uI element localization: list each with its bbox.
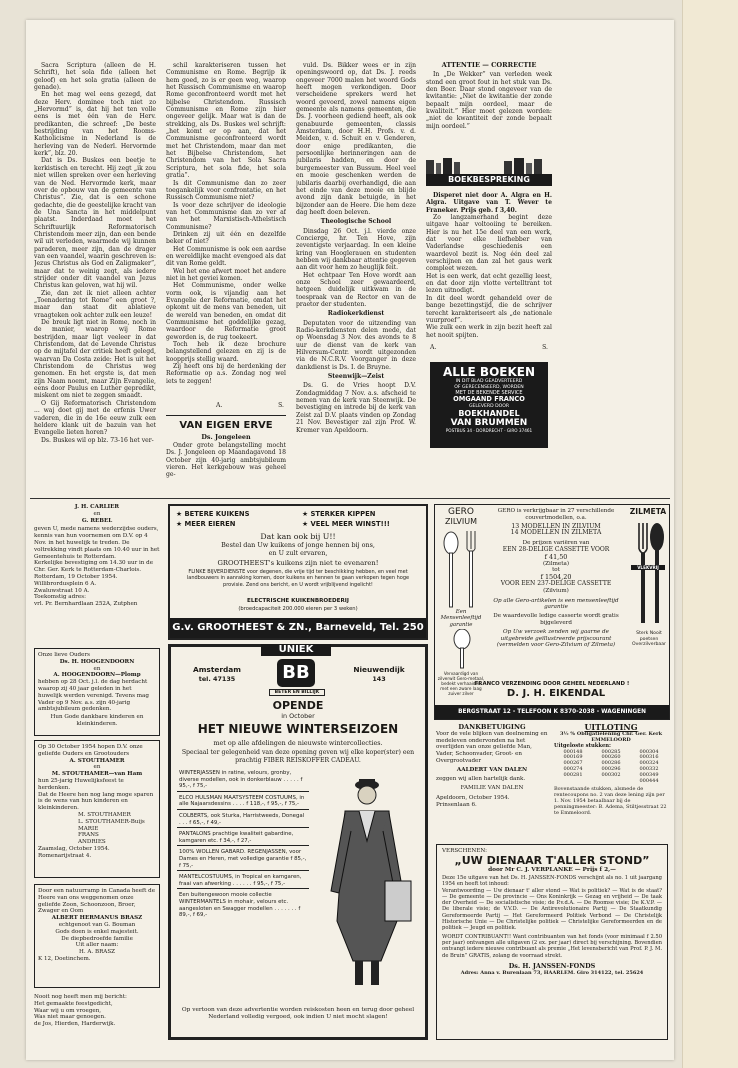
newspaper-page [26,20,674,1060]
paragraph: Het Communisme, onder welke vorm ook, is vijandig aan het Evangelie der Reformatie, omdat het opkomt uit de mens van beneden, uit de wereld van beneden, en omdat dit Communisme het goddelijke gezag, waardoor de Reformatie groot geworden is, de rug toekeert. [166,282,286,341]
signature-initial: S. [542,344,548,351]
ad-line: Bestel dan Uw kuikens of jonge hennen bij ons, en U zult ervaren, [221,541,375,557]
ad-item: Een buitengewoon mooie collectie WINTERMANTELS in mohair, velours etc. aangesloten en Swagger modellen . . . . . . . f 89,-, f 69,- [179,892,301,919]
article-column-1 [34,62,156,494]
subheading: Theologische School [320,218,392,226]
ad-line: VERSCHENEN: [442,848,487,854]
ad-line: EEN 28-DELIGE CASSETTE VOOR [502,545,610,553]
signature-initial: A. [430,344,437,351]
ad-item: MANTELCOSTUUMS, in Tropical en kamgaren, fraai van afwerking . . . . . . f 95,-, f 75,- [177,873,309,889]
notice-title: UITLOTING [584,722,638,732]
ad-brand: ZILVIUM [444,517,477,526]
boekbespreking-banner [426,158,552,186]
paragraph: Zij heeft ons bij de herdenking der Reformatie op a.s. Zondag nog wel iets te zeggen! [166,363,286,385]
drawn-number: 000296 [601,765,621,772]
ad-line: Op Uw verzoek zenden wij gaarne de uitgebreide geïllustreerde prijscourant (vermelden voor Gero-Zilvium of Zilmeta) [496,628,616,649]
notice-line: en [93,510,101,517]
drawn-number: 000304 [639,748,659,755]
notice-line: Uitgeloste stukken: [554,742,611,749]
review-title: Disperet niet door A. Algra en H. Algra. Uitgave van T. Wever te Franeker. Prijs geb. f 3,40. [426,192,552,214]
notice-name: A. HOOGENDOORN—Plomp [53,672,141,679]
ad-bullet: ★ MEER EIEREN [176,520,236,528]
grootheest-ad [168,504,428,640]
ad-item: PANTALONS prachtige kwaliteit gabardine, kamgaren etc. f 34,-, f 27,- [177,830,309,846]
notice-name: A. STOUTHAMER [69,757,125,764]
notice-text: Voor de vele blijken van deelneming en medeleven ondervonden na het overlijden van onze geliefde Man, Vader, Schoonvader, Groot- en Overgrootvader [436,730,548,764]
drawn-number: 000281 [563,771,583,778]
drawn-number [554,779,592,785]
notice-line: en [93,764,101,771]
section-title: VAN EIGEN ERVE [179,420,273,431]
ad-phone: tel. 47135 [198,675,236,683]
ad-line: VAN BRUMMEN [450,418,528,429]
ad-text-block [489,508,623,649]
ad-text: Speciaal ter gelegenheid van deze opening geven wij elke koper(ster) een prachtig FIBER REISKOFFER CADEAU. [181,749,415,764]
ad-author: door Mr C. J. VERPLANKE — Prijs f 2,— [488,867,616,873]
gero-ad [434,504,670,720]
ad-price: f 1504,20 [540,573,572,582]
ad-item: ELCO HULSMAN MAATSYSTEEM COSTUUMS, in alle Najaarsdessins . . . . f 118,-, f 95,-, f 75,- [177,794,309,810]
ad-city: Amsterdam [193,665,241,674]
ad-brand: UNIEK [261,644,331,656]
notice-line: echtgenoot van G. Bouman [58,921,136,928]
adjacent-page-edge [682,0,738,1068]
notice-carlier [34,504,160,644]
ad-line: GERO is verkrijgbaar in 27 verschillende couvertmodellen, o.a. [497,508,615,521]
dienaar-ad [436,844,668,1040]
notice-uitloting [554,724,668,840]
ad-item: 100% WOLLEN GABARD. REGENJASSEN, voor Dames en Heren, met volledige garantie f 85,-, f 75,- [177,848,309,871]
paragraph: Drinken zij uit één en dezelfde beker of niet? [166,230,286,246]
notice-footer: Apeldoorn, October 1954. Prinsenlaan 6. [436,795,510,808]
ad-brand: GERO [448,507,474,517]
paragraph: Dinsdag 26 Oct. j.l. vierde onze Concierge, hr. Ten Hove, zijn zeventigste verjaardag. In een kleine kring van Hooglerauen en studenten hebben wij dankbaar attentie gegeven aan dit voor hem zo heuglijk feit. [296,227,416,272]
ad-line: tot [552,567,560,574]
paragraph: Het echtpaar Ten Hove wordt aan onze School zeer gewaardeerd, hetgeen duidelijk uitkwam in de toespraak van de Rector en van de praetor der studenten. [296,271,416,308]
ad-phone: 143 [372,675,386,683]
notice-place: K 12, Doetinchem. [38,955,91,962]
paragraph: Is dit Communisme dan zo zeer toegankelijk voor confrontatie, en het Russisch Communisme niet? [166,179,286,202]
notice-line: zeggen wij allen hartelijk dank. [436,775,526,782]
ad-dealer: D. J. H. EIKENDAL [506,688,606,699]
notice-name: G. REBEL [81,517,113,524]
notice-names: M. STOUTHAMER L. STOUTHAMER-Buijs MARIE FRANS ANDRIES [78,811,145,846]
ad-slogan: BETER EN BILLIJK [269,689,325,696]
ad-fund: Ds. H. JANSSEN-FONDS [508,961,596,970]
uniek-ad [168,644,428,1040]
paragraph: Deputaten voor de uitzending van Radio-kerkdiensten delen mede, dat op Woensdag 3 Nov. des avonds te 8 uur de dienst van de kerk van Hilversum-Centr. wordt uitgezonden via de N.C.R.V. Voorganger in deze dankdienst is Ds. I. de Bruyne. [296,319,416,371]
paragraph: Zie, dan zet ik niet alleen achter „Toenadering tot Rome” een groot ?, maar dan staat dit ablatieve vraagteken ook achter zulk een leuze! [34,289,156,319]
ad-line: OF GERECENSEERD, WORDEN [454,384,524,390]
ad-caption: Vervaardigd van zilverwit Gero-metaal, bedekt verhaaiden met een zware laag zuiver zilver [437,671,485,696]
ad-title: „UW DIENAAR T'ALLER STOND” [454,854,650,867]
ad-line: (Zilvium) [543,587,569,594]
paragraph: schil karakteriseren tussen het Communisme en Rome. Begrijp ik hem goed, zo is er geen weg, waarop het Russisch Communisme en waarop Rome geconfronteerd wordt met het bijbelse Christendom. Russisch Communisme en Rome zijn hier ongeveer gelijk. Maar wat is dan de strekking, als Ds. Buskes wel schrijft: „het komt er op aan, dat het Communisme geconfronteerd wordt met het Christendom, maar dan met het Bijbelse Christendom, het Christendom van het Sola Sacra Scriptura, het sola fide, het sola gratia”. [166,62,286,180]
drawn-number: 000267 [563,760,583,767]
ad-line: GROOTHEEST's kuikens zijn niet te evenaren! [217,559,379,567]
books-graphic [426,158,552,174]
article-column-4 [426,62,552,162]
ad-line: BOEKHANDEL [458,409,520,419]
paragraph: Wel het ene afwert moet het andere niet in het geviei komen. [166,267,286,282]
ad-address: BERGSTRAAT 12 - TELEFOON K 8370-2038 - WAGENINGEN [435,705,669,719]
paragraph: Ds. Buskes wil op blz. 73-16 het ver- [41,436,154,444]
notice-hoogendoorn [34,648,160,736]
drawn-number: 000324 [639,760,659,767]
ad-headline: HET NIEUWE WINTERSEIZOEN [197,722,399,736]
ad-item: COLBERTS, ook Sturka, Harristweeds, Donegal . . . f 65,-, f 49,- [177,812,309,828]
notice-family: FAMILIE VAN DALEN [460,785,524,792]
drawn-number: 000148 [563,748,583,755]
ad-line: De waardevolle ledige casserte wordt gratis bijgeleverd [493,613,619,626]
paragraph: De breuk ligt niet in Rome, noch in de manier, waarop wij Rome bestrijden, maar ligt veeleer in dat Christendom, dat de Levende Christus op de mijtafel der critiek heeft gelegd, waarvan Da Costa zeide: Het is uit het Christendom de Christus weg genomen. En het ergste is, dat men zijn Naam noemt, maar Zijn Evangelie, eens door Paulus en Luther gepredikt, miskent om niet te zeggen smaadt. [34,319,156,400]
signature [166,402,286,412]
paragraph: En het mag wel eens gezegd, dat deze Herv. dominee toch niet zo „Hervormd” is, dat hij het ten volle eens is met één van de Herv. predikanten, die schreef: „De beste bestrijding van het Rooms-Katholicisme in Nederland is de herleving van de Nederl. Hervormde kerk”, blz. 20. [34,91,156,158]
ad-line: IN DIT BLAD GEADVERTEERD [455,379,523,384]
notice-line: en [93,665,101,672]
ad-text: Deze 15e uitgave van het Ds. H. JANSSEN-FONDS verschijnt als no. 1 uit jaargang 1954 en heeft tot inhoud: Verantwoording — Uw dienaar t' aller stond — Wat is politiek? — Wat is de staat? — De gemeente — De provincie — Ons Koninkrijk — Gezag en vrijheid — De taak der Overheid — De socialistische visie; de P.v.d.A. — De Roomse visie; De K.V.P. — De liberale visie; de V.V.D. — De Antirevolutionaire Partij — De Staatkundig Gereformeerde Partij — Het Gereformeerd Politiek Verbond — De Christelijk Historische Unie — De Christelijke politiek — Christelijke Gereformeerden en de politiek — Jeugd en politiek. [442,875,662,932]
article-column-3 [296,62,416,494]
ad-text: met op alle afdelingen de nieuwste wintercollecties. [213,739,383,747]
ad-line: FRANCO VERZENDING DOOR GEHEEL NEDERLAND ! [474,681,630,687]
paragraph: Toch heb ik deze brochure belangstellend gelezen en zij is de koopprijs stellig waard. [166,341,286,363]
subheading: ATTENTIE — CORRECTIE [441,62,537,69]
paragraph: vuld. Ds. Bikker wees er in zijn openingswoord op, dat Ds. J. reeds ongeveer 7000 malen het woord Gods heeft mogen verkondigen. Door verscheidene sprekers werd het woord gevoerd, zowel namens eigen gemeente als namens gemeenten, die Ds. J. voorheen gediend heeft, als ook genabuurde gemeenten, classis Amsterdam, door H.H. Profs. v. d. Meiden, v. d. Schuit en v. Genderen, door enige predikanten, die persoonlijke herinneringen aan de jubilaris hadden, en door de burgemeester van Bussum. Heel veel en mooie geschenken werden de jubilaris daarbij overhandigd, die aan het einde van deze mooie en blijde avond zijn dank betuigde, in het bijzonder aan de Heere. Die hem deze dag heeft doen beleven. [296,62,416,216]
ad-line: OMGAAND FRANCO [453,395,525,404]
ad-brand: ZILMETA [629,507,667,516]
ad-line: in October [281,712,315,720]
ad-item: WINTERJASSEN in ratine, velours, gronby, diverse modellen, ook in donkerblauw . . . . . f 95,-, f 75,- [177,769,309,792]
drawn-numbers [554,750,668,785]
ad-city: Nieuwendijk [353,665,405,674]
notice-text: hebben op 28 Oct. j.l. de dag herdacht waarop zij 40 jaar geleden in het huwelijk werden verenigd. Tevens mag Vader op 9 Nov. a.s. zijn 40-jarig ambtsjubileum gedenken. [38,679,149,713]
signature-initial: A. [216,402,223,409]
ad-caption: Sterk Nooit poetsen Overzilverbaar [632,631,666,648]
notice-name: AALDERT VAN DALEN [456,766,528,773]
ad-items [177,769,309,920]
notice-footer: Hun Gode dankbare kinderen en kleinkinderen. [50,714,144,727]
drawn-number: 000169 [563,754,583,761]
signature [426,344,552,353]
banner-title: BOEKBESPREKING [426,174,552,186]
ad-address: Adres: Anna v. Burenlaan 73, HAARLEM. Giro 314122, tel. 25624 [460,969,644,976]
notice-text: geven U, mede namens wederzijdse ouders, kennis van hun voornemen om D.V. op 4 Nov. in het huwelijk te treden. De voltrekking vindt plaats om 10.40 uur in het Gemeentehuis te Rotterdam. Kerkelijke bevestiging om 14.30 uur in de Chr. Ger. Kerk te Rotterdam-Charlois. Rotterdam, 19 October 1954. Willibrordusplein 6 A. Zwaluwstraat 10 A. Toekomstig adres: vrl. Pr. Bernhardlaan 252A, Zutphen [34,526,160,608]
drawn-number: 000260 [601,754,621,761]
ad-bullet: ★ STERKER KIPPEN [302,510,376,518]
spoon-icon [449,629,475,669]
notice-name: M. STOUTHAMER—van Ham [51,771,143,778]
drawn-number: 000349 [639,771,659,778]
subheading: Radiokerkdienst [327,310,385,318]
notice-verse: Gods doen is enkel majesteit. De diepbedroefde familie [55,928,139,942]
notice-text: hun 25-jarig Huwelijksfeest te herdenken. Dat de Heere hen nog lang moge sparen is de wens van hun kinderen en kleinkinderen. [38,777,154,812]
cutlery-icon [441,529,485,609]
drawn-number: 000444 [639,777,659,784]
paragraph: Is voor deze schrijver de ideologie van het Communisme dan zo ver af van het Marxistisch-Atheïstisch Communisme? [166,201,286,231]
drawn-number: 000285 [601,748,621,755]
ad-line: ELECTRISCHE KUIKENBROEDERIJ [247,598,349,604]
divider [166,415,286,416]
notice-name: ALBERT HERMANUS BRASZ [51,915,143,922]
paragraph: Dat is Ds. Buskes een beetje te kerkistisch en terecht. Hij zegt „ik zou niet willen spreken over een herleving van de Ned. Hervormde kerk, maar over de opbouw van de gemeente van Christus”. Zie, dat is een schone gedachte, die de geestelijke kracht van de Una Sancta in het middelpunt plaatst. Inderdaad moet het Schriftuurlijk Reformatorisch Christendom meer zijn, dan een bende wil uit verleden, waarmede wij kunnen paraderen, meer zijn, dan de drager van een vaandel, waarin geschreven is: Jezus Christus als God en Zaligmaker”, maar dat te weinig zegt, als iedere strijder onder dit vaandel van Jezus Christus kan geloven, wat hij wil. [34,157,156,290]
notice-dankbetuiging [436,724,548,840]
paragraph: Zo langzamerhand begint deze uitgave haar voltooiing te bereiken. Hier is nu het 15e deel van een werk, dat voor elke liefhebber van Vaderlandse geschiedenis een waardevol bezit is. Nog één deel zal verschijnen en dan zal het gaus werk compleet wezen. Het is een werk, dat echt gezellig leest, en dat door zijn vlotte vertelltrant tot lezen uitnodigt. In dit deel wordt gehandeld over de bange bezettingstijd, die de schrijver terecht karakteriseert als „de nationale vuurproef”. Wie zulk een werk in zijn bezit heeft zal het nooit spijten. [426,214,552,339]
paragraph: O Gij Reformatorisch Christendom ... waj doet gij met de erfenis Uwer vaderen, die in de 16e eeuw zulk een heldere klank uit de bazuin van het Evangelie lieten horen? [34,399,156,437]
ad-line: VOOR EEN 237-DELIGE CASSETTE [500,579,612,587]
ad-line: (broedcapaciteit 200.000 eieren per 3 weken) [238,606,358,612]
bb-logo-icon: BB [277,659,315,687]
man-in-coat-illustration [315,771,415,991]
notice-name: Ds. H. HOOGENDOORN [59,658,135,665]
ad-badge: VLEKVRIJ [631,565,665,570]
byline: Ds. Jongeleen [201,433,251,441]
notice-brasz [34,884,160,988]
notice-name: J. H. CARLIER [74,504,120,510]
subheading: Steenwijk—Zeist [327,373,385,381]
notice-title: DANKBETUIGING [458,723,526,731]
ad-text: FLINKE BIJVERDIENSTE voor degenen, die vrije tijd ter beschikking hebben, en veel met landbouwers in aanraking komen, door kuikens en hennen te gaan verkopen tegen hoge provisie. Zend ons bericht, en U wordt vrijblijvend ingelicht! [186,569,410,588]
ad-bullet: ★ VEEL MEER WINST!!! [302,520,390,528]
ad-line: 13 MODELLEN IN ZILVIUM [511,522,601,530]
paragraph: Sacra Scriptura (alleen de H. Schrift), het sola fide (alleen het geloof) en het sola gratia (alleen de genade). [34,62,156,92]
section-divider [30,498,670,499]
drawn-number: 000274 [563,765,583,772]
drawn-number: 000316 [639,754,659,761]
article-erve [166,442,286,494]
ad-line: (Zilmeta) [542,560,570,567]
ad-footer: G.v. GROOTHEEST & ZN., Barneveld, Tel. 250 [170,618,426,638]
notice-subtitle: 3½ % Obligatielening Chr. Ger. Kerk EMMELOORD [559,730,663,743]
ad-line: GELEVERD DOOR [468,403,510,409]
notice-text: Bovenstaande stukken, alsmede de rentecoupons no. 2 van deze lening zijn per 1. Nov. 1954 betaalbaar bij de penningmeester: B. Adema, Stiltjesstraat 22 te Emmeloord. [554,786,667,817]
drawn-number [592,779,630,785]
notice-footer: Uit aller naam: H. A. BRASZ [75,942,119,956]
ad-line: 14 MODELLEN IN ZILMETA [510,529,602,537]
notice-intro: Onze lieve Ouders [38,652,90,658]
notice-text: Door een natuurramp in Canada heeft de Heere van ons weggenomen onze geliefde Zoon, Schoonzoon, Broer, Zwager en Oom [38,888,156,915]
notice-poem: Nooit nog heeft men mij bericht: Het gemaakte feestgedicht, Waar wij u om vroegen, Was niet maar genoegen. de Jos, Hierden, Harderwijk. [34,994,127,1028]
ad-line: Dat kan ook bij U!! [260,532,336,541]
ad-line: De prijzen variëren van [522,540,590,547]
drawn-number: 000302 [601,771,621,778]
paragraph: Onder grote belangstelling mocht Ds. J. Jongeleen op Maandagavond 18 October zijn 40-jarig ambtsjubileum vieren. Het kerkgebouw was geheel ge- [166,442,286,479]
ad-price: f 41,50 [544,552,568,561]
drawn-number: 000332 [639,765,659,772]
ad-heading: OPENDE [272,699,324,712]
ad-title: ALLE BOEKEN [442,365,536,379]
paragraph: Ds. G. de Vries hoopt D.V. Zondagmiddag 7 Nov. a.s. afscheid te nemen van de kerk van Steenwijk. De bevestiging en intrede bij de kerk van Zeist zal D.V. plaats vinden op Zondag 21 Nov. Bevestiger zal zijn Prof. W. Kremer van Apeldoorn. [296,382,416,434]
ad-text: WORDT CONTRIBUANT!! Want contribuanten van het fonds (voor minimaal f 2.50 per jaar) ontvangen alle uitgaven (2 ex. per jaar) direct bij verschijning. Bovendien ontvangt iedere nieuwe contribuant als premie „Het levensbericht van Prof. P. J. M. de Bruin” GRATIS, zolang de voorraad strekt. [442,933,662,959]
paragraph: Het Communisme is ook een aardse en wereldlijke macht evengoed als dat dit van Rome geldt. [166,245,286,268]
notice-stouthamer [34,740,160,878]
ad-address: POSTBUS 34 · DORDRECHT · GIRO 37461 [445,428,533,434]
paragraph: In „De Wekker” van verleden week stond een groot fout in het stuk van Ds. den Boer. Daar stond ongeveer van de kwitantie: „Niet de kwitantie der zonde bepaalt mijn oordeel, maar de kwaliteit.” Hier moet gelezen worden: „niet de kwantiteit der zonde bepaalt mijn oordeel.” [426,71,552,130]
signature-initial: S. [278,402,284,409]
book-review [426,192,552,344]
ad-bullet: ★ BETERE KUIKENS [176,510,250,518]
alle-boeken-ad [430,362,548,448]
ad-line: Op alle Gero-artikelen is een mensenleeftijd garantie [493,597,619,611]
ad-guarantee: Een Mensenleeftijd garantie [440,609,482,628]
notice-footer: Zaamslag, October 1954. Romenarijstraat 4. [38,845,110,859]
ad-footer: Op vertoon van deze advertentie worden reiskosten heen en terug door geheel Nederland volledig vergoed, ook indien U niet mocht slagen! [181,1007,415,1020]
drawn-number: 000286 [601,760,621,767]
article-column-2 [166,62,286,402]
ad-line: MET DE BEKENDE SERVICE [455,390,523,397]
cutlery-icon [629,519,667,627]
notice-intro: Op 30 October 1954 hopen D.V. onze geliefde Ouders en Grootouders [38,744,143,757]
